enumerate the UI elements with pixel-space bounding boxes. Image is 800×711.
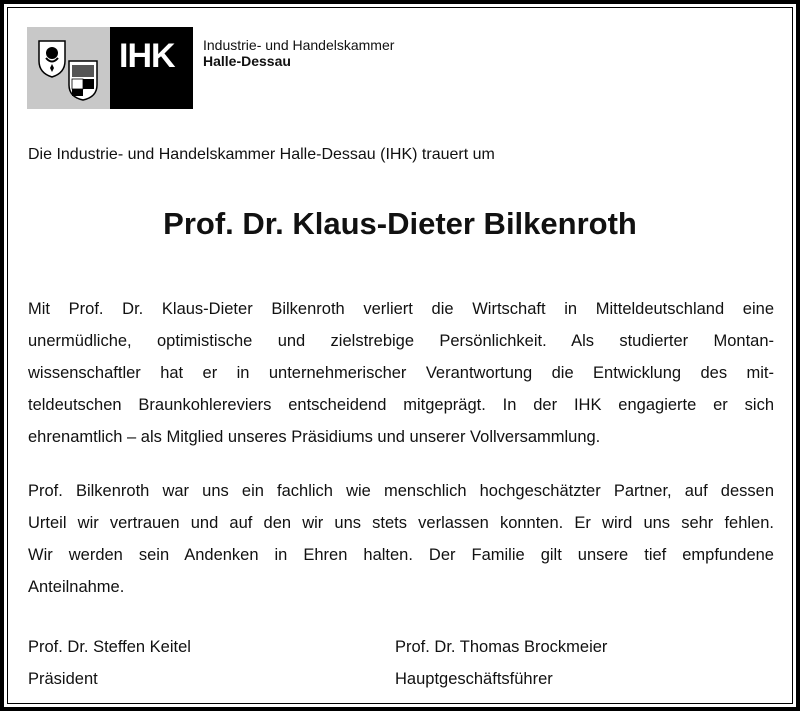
signature-role: Hauptgeschäftsführer (395, 670, 553, 688)
coat-of-arms-icon (35, 39, 105, 101)
signature-role: Präsident (28, 670, 98, 688)
text-line: teldeutschen Braunkohlereviers entscheidend mitgeprägt. In der IHK engagierte er sich (28, 396, 774, 414)
ihk-logo (27, 27, 193, 109)
intro-text: Die Industrie- und Handelskammer Halle-Dessau (IHK) trauert um (28, 146, 495, 163)
logo-text: IHK (119, 37, 175, 75)
organization-name (203, 37, 394, 69)
text-line: Wir werden sein Andenken in Ehren halten. Der Familie gilt unsere tief empfundene (28, 546, 774, 564)
paragraph-2 (28, 479, 774, 607)
org-line-2: Halle-Dessau (203, 53, 291, 69)
signature-managing-director (395, 631, 607, 695)
text-line: unermüdliche, optimistische und zielstrebige Persönlichkeit. Als studierter Montan- (28, 332, 774, 350)
org-line-1: Industrie- und Handelskammer (203, 37, 395, 53)
deceased-name-title: Prof. Dr. Klaus-Dieter Bilkenroth (163, 206, 637, 241)
signature-president (28, 631, 191, 695)
text-line: Anteilnahme. (28, 578, 125, 596)
text-line: Prof. Bilkenroth war uns ein fachlich wie menschlich hochgeschätzter Partner, auf dessen (28, 482, 774, 500)
signature-name: Prof. Dr. Steffen Keitel (28, 638, 191, 656)
paragraph-1 (28, 297, 774, 457)
signature-name: Prof. Dr. Thomas Brockmeier (395, 638, 608, 656)
text-line: Urteil wir vertrauen und auf den wir uns stets verlassen konnten. Er wird uns sehr fehlen. (28, 514, 774, 532)
text-line: Mit Prof. Dr. Klaus-Dieter Bilkenroth verliert die Wirtschaft in Mitteldeutschland eine (28, 300, 774, 318)
text-line: ehrenamtlich – als Mitglied unseres Präsidiums und unserer Vollversammlung. (28, 428, 601, 446)
text-line: wissenschaftler hat er in unternehmerischer Verantwortung die Entwicklung des mit- (28, 364, 774, 382)
